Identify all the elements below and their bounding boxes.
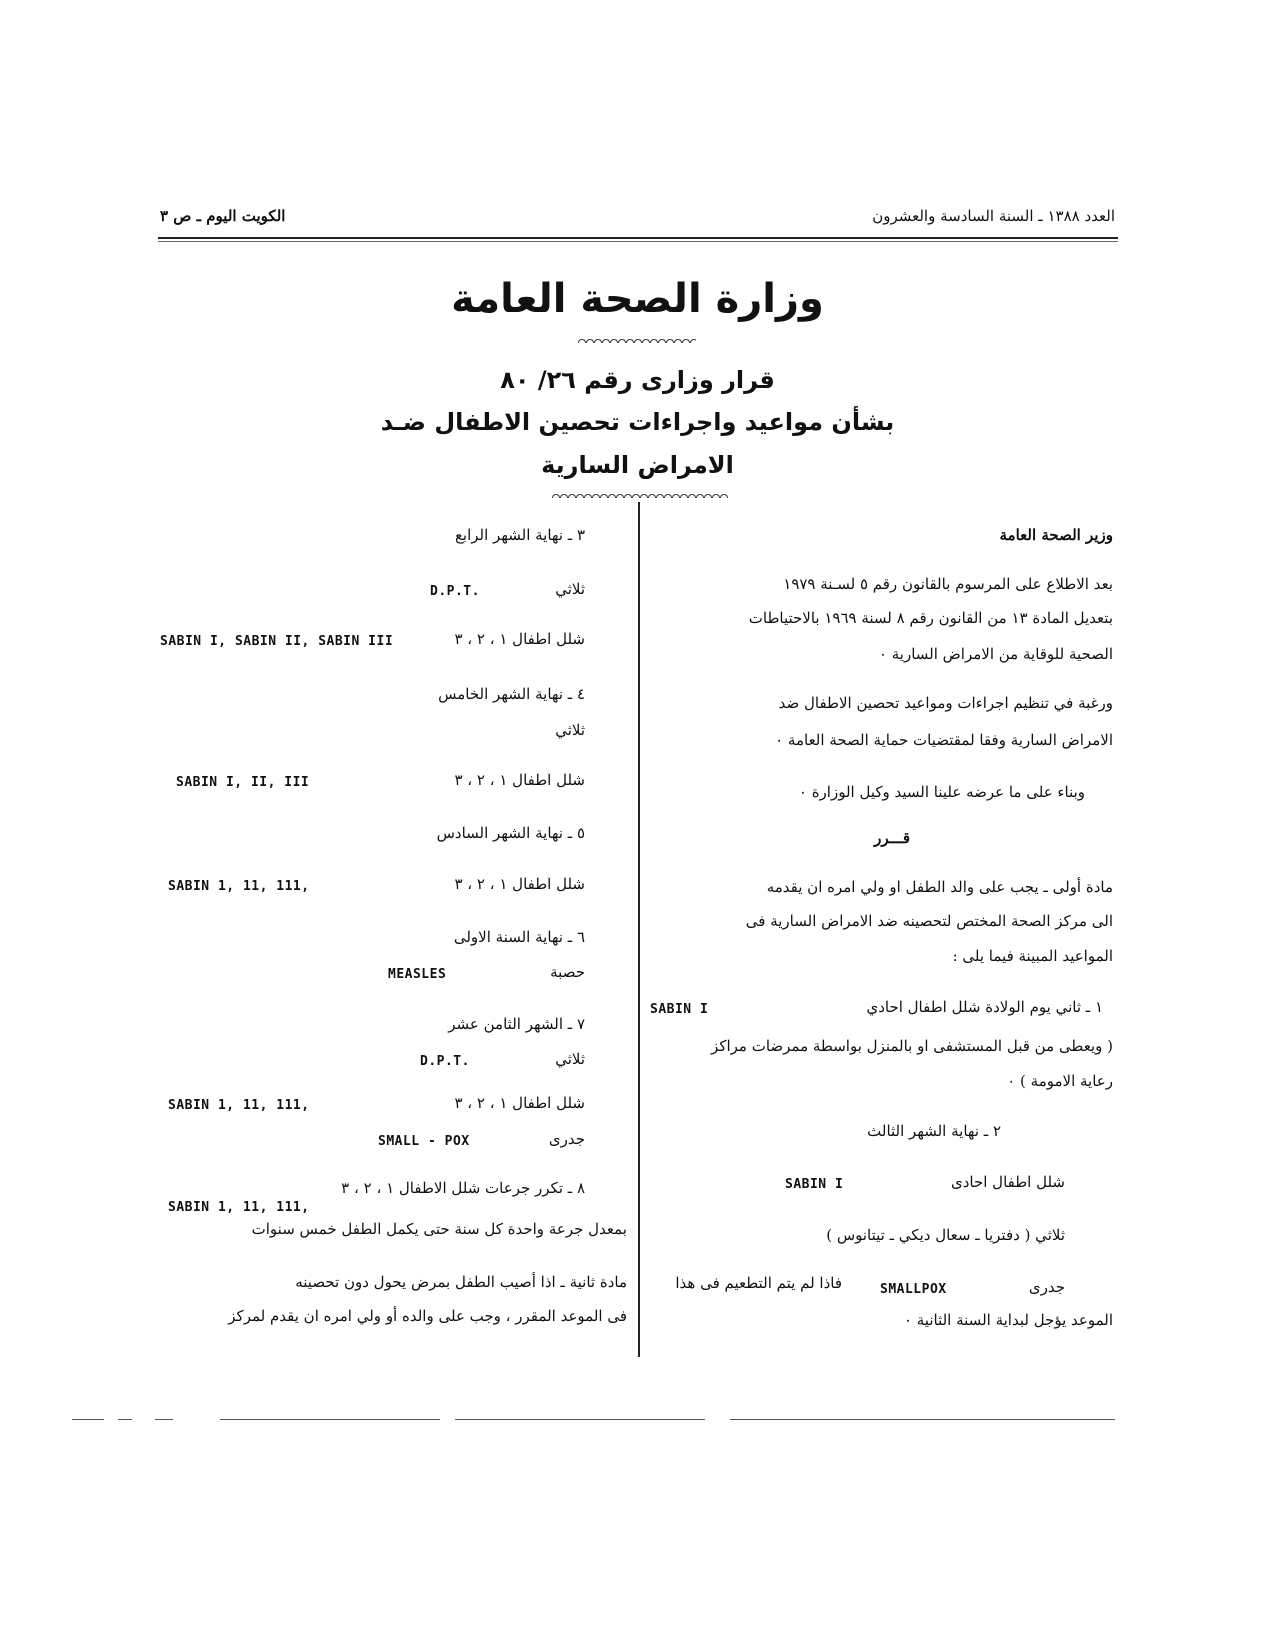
item8-text: بمعدل جرعة واحدة كل سنة حتى يكمل الطفل خمس سنوات [251, 1220, 627, 1238]
item8-heading: ٨ ـ تكرر جرعات شلل الاطفال ١ ، ٢ ، ٣ [341, 1179, 585, 1197]
preamble-1-line1: بعد الاطلاع على المرسوم بالقانون رقم ٥ لسـنة ١٩٧٩ [783, 575, 1113, 593]
item3-polio: شلل اطفال ١ ، ٢ ، ٣ [454, 630, 585, 648]
item5-heading: ٥ ـ نهاية الشهر السادس [436, 824, 585, 842]
item2-heading: ٢ ـ نهاية الشهر الثالث [867, 1122, 1001, 1140]
item2-polio: شلل اطفال احادى [950, 1173, 1065, 1191]
item4-triple: ثلاثي [555, 721, 585, 739]
item7-polio: شلل اطفال ١ ، ٢ ، ٣ [454, 1094, 585, 1112]
decided-heading: قـــرر [874, 829, 910, 847]
preamble-2-line2: الامراض السارية وفقا لمقتضيات حماية الصحة العامة ٠ [775, 731, 1113, 749]
footer-rule-seg [220, 1419, 440, 1420]
item4-heading: ٤ ـ نهاية الشهر الخامس [438, 685, 585, 703]
header-rule [158, 237, 1118, 239]
minister-label: وزير الصحة العامة [999, 526, 1113, 544]
header-issue-info: العدد ١٣٨٨ ـ السنة السادسة والعشرون [872, 207, 1115, 225]
item3-heading: ٣ ـ نهاية الشهر الرابع [454, 526, 585, 544]
preamble-1-line2: بتعديل المادة ١٣ من القانون رقم ٨ لسنة ١٩٦٩ بالاحتياطات [748, 609, 1113, 627]
footer-rule-seg [455, 1419, 705, 1420]
preamble-2-line1: ورغبة في تنظيم اجراءات ومواعيد تحصين الاطفال ضد [778, 694, 1113, 712]
preamble-3: وبناء على ما عرضه علينا السيد وكيل الوزارة ٠ [798, 783, 1085, 801]
item3-triple-latin: D.P.T. [430, 584, 480, 599]
item6-measles-latin: MEASLES [388, 967, 447, 982]
footer-rule-seg [730, 1419, 1115, 1420]
item7-polio-latin: SABIN 1, 11, 111, [168, 1098, 310, 1113]
item2-smallpox-latin: SMALLPOX [880, 1282, 947, 1297]
item7-smallpox: جدرى [548, 1130, 585, 1148]
item1-latin: SABIN I [650, 1002, 709, 1017]
footer-rule-seg [72, 1419, 104, 1420]
item2-smallpox-note: فاذا لم يتم التطعيم فى هذا [675, 1274, 842, 1292]
item7-heading: ٧ ـ الشهر الثامن عشر [448, 1015, 585, 1033]
footer-rule-seg [155, 1419, 173, 1420]
item5-polio-latin: SABIN 1, 11, 111, [168, 879, 310, 894]
item2-polio-latin: SABIN I [785, 1177, 844, 1192]
decision-number: قرار وزارى رقم ٢٦/ ٨٠ [500, 366, 775, 394]
item8-latin: SABIN 1, 11, 111, [168, 1200, 310, 1215]
article1-line3: المواعيد المبينة فيما يلى : [952, 947, 1113, 965]
item6-heading: ٦ ـ نهاية السنة الاولى [453, 928, 585, 946]
item4-polio-latin: SABIN I, II, III [176, 775, 310, 790]
footer-rule-seg [118, 1419, 132, 1420]
header-rule-thin [158, 241, 1118, 242]
item1-cont-line2: رعاية الامومة ) ٠ [1007, 1072, 1113, 1090]
ministry-title: وزارة الصحة العامة [451, 276, 824, 322]
item4-polio: شلل اطفال ١ ، ٢ ، ٣ [454, 771, 585, 789]
item7-smallpox-latin: SMALL - POX [378, 1134, 470, 1149]
title-ornament [578, 337, 696, 343]
subject-ornament [552, 492, 728, 498]
item2-smallpox: جدرى [1028, 1278, 1065, 1296]
article1-line2: الى مركز الصحة المختص لتحصينه ضد الامراض السارية فى [745, 912, 1113, 930]
item3-triple: ثلاثي [555, 580, 585, 598]
article1-line1: مادة أولى ـ يجب على والد الطفل او ولي امره ان يقدمه [766, 878, 1113, 896]
item6-measles: حصبة [550, 963, 585, 981]
item2-smallpox-cont: الموعد يؤجل لبداية السنة الثانية ٠ [903, 1311, 1113, 1329]
item1-text: ١ ـ ثاني يوم الولادة شلل اطفال احادي [866, 998, 1103, 1016]
article2-line2: فى الموعد المقرر ، وجب على والده أو ولي امره ان يقدم لمركز [228, 1307, 627, 1325]
item2-triple: ثلاثي ( دفتريا ـ سعال ديكي ـ تيتانوس ) [826, 1226, 1065, 1244]
decision-subject-line2: الامراض السارية [541, 451, 734, 479]
item7-triple: ثلاثي [555, 1050, 585, 1068]
article2-line1: مادة ثانية ـ اذا أصيب الطفل بمرض يحول دون تحصينه [295, 1273, 627, 1291]
item5-polio: شلل اطفال ١ ، ٢ ، ٣ [454, 875, 585, 893]
item1-cont-line1: ( ويعطى من قبل المستشفى او بالمنزل بواسطة ممرضات مراكز [711, 1037, 1113, 1055]
preamble-1-line3: الصحية للوقاية من الامراض السارية ٠ [878, 645, 1113, 663]
column-divider [638, 502, 640, 1357]
item7-triple-latin: D.P.T. [420, 1054, 470, 1069]
header-page-ref: الكويت اليوم ـ ص ٣ [160, 207, 286, 225]
item3-polio-latin: SABIN I, SABIN II, SABIN III [160, 634, 394, 649]
decision-subject-line1: بشأن مواعيد واجراءات تحصين الاطفال ضـد [380, 408, 895, 436]
